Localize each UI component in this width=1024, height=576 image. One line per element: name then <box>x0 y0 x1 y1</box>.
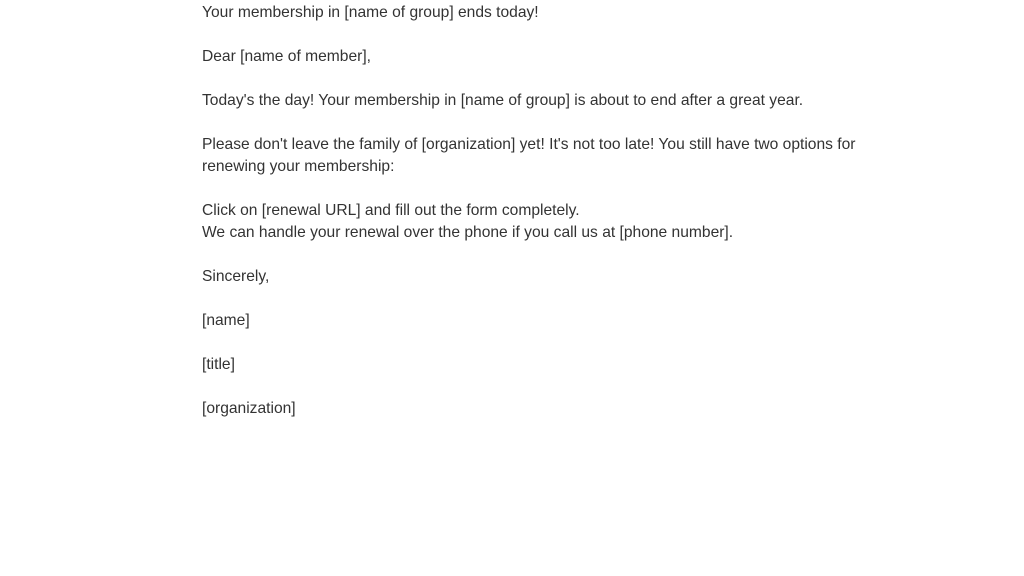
renewal-options <box>202 200 914 244</box>
letter-salutation: Dear [name of member], <box>202 48 371 65</box>
renewal-option-url: Click on [renewal URL] and fill out the form completely. <box>202 202 580 219</box>
letter-paragraph-2: Please don't leave the family of [organization] yet! It's not too late! You still have two options for renewing your membership: <box>202 136 856 175</box>
renewal-option-phone: We can handle your renewal over the phone if you call us at [phone number]. <box>202 224 734 241</box>
signature-name: [name] <box>202 312 250 329</box>
letter-closing: Sincerely, <box>202 268 270 285</box>
signature-title: [title] <box>202 356 235 373</box>
letter-paragraph-1: Today's the day! Your membership in [name of group] is about to end after a great year. <box>202 92 804 109</box>
letter-subject: Your membership in [name of group] ends today! <box>202 4 539 21</box>
letter-body <box>202 2 914 420</box>
signature-organization: [organization] <box>202 400 296 417</box>
